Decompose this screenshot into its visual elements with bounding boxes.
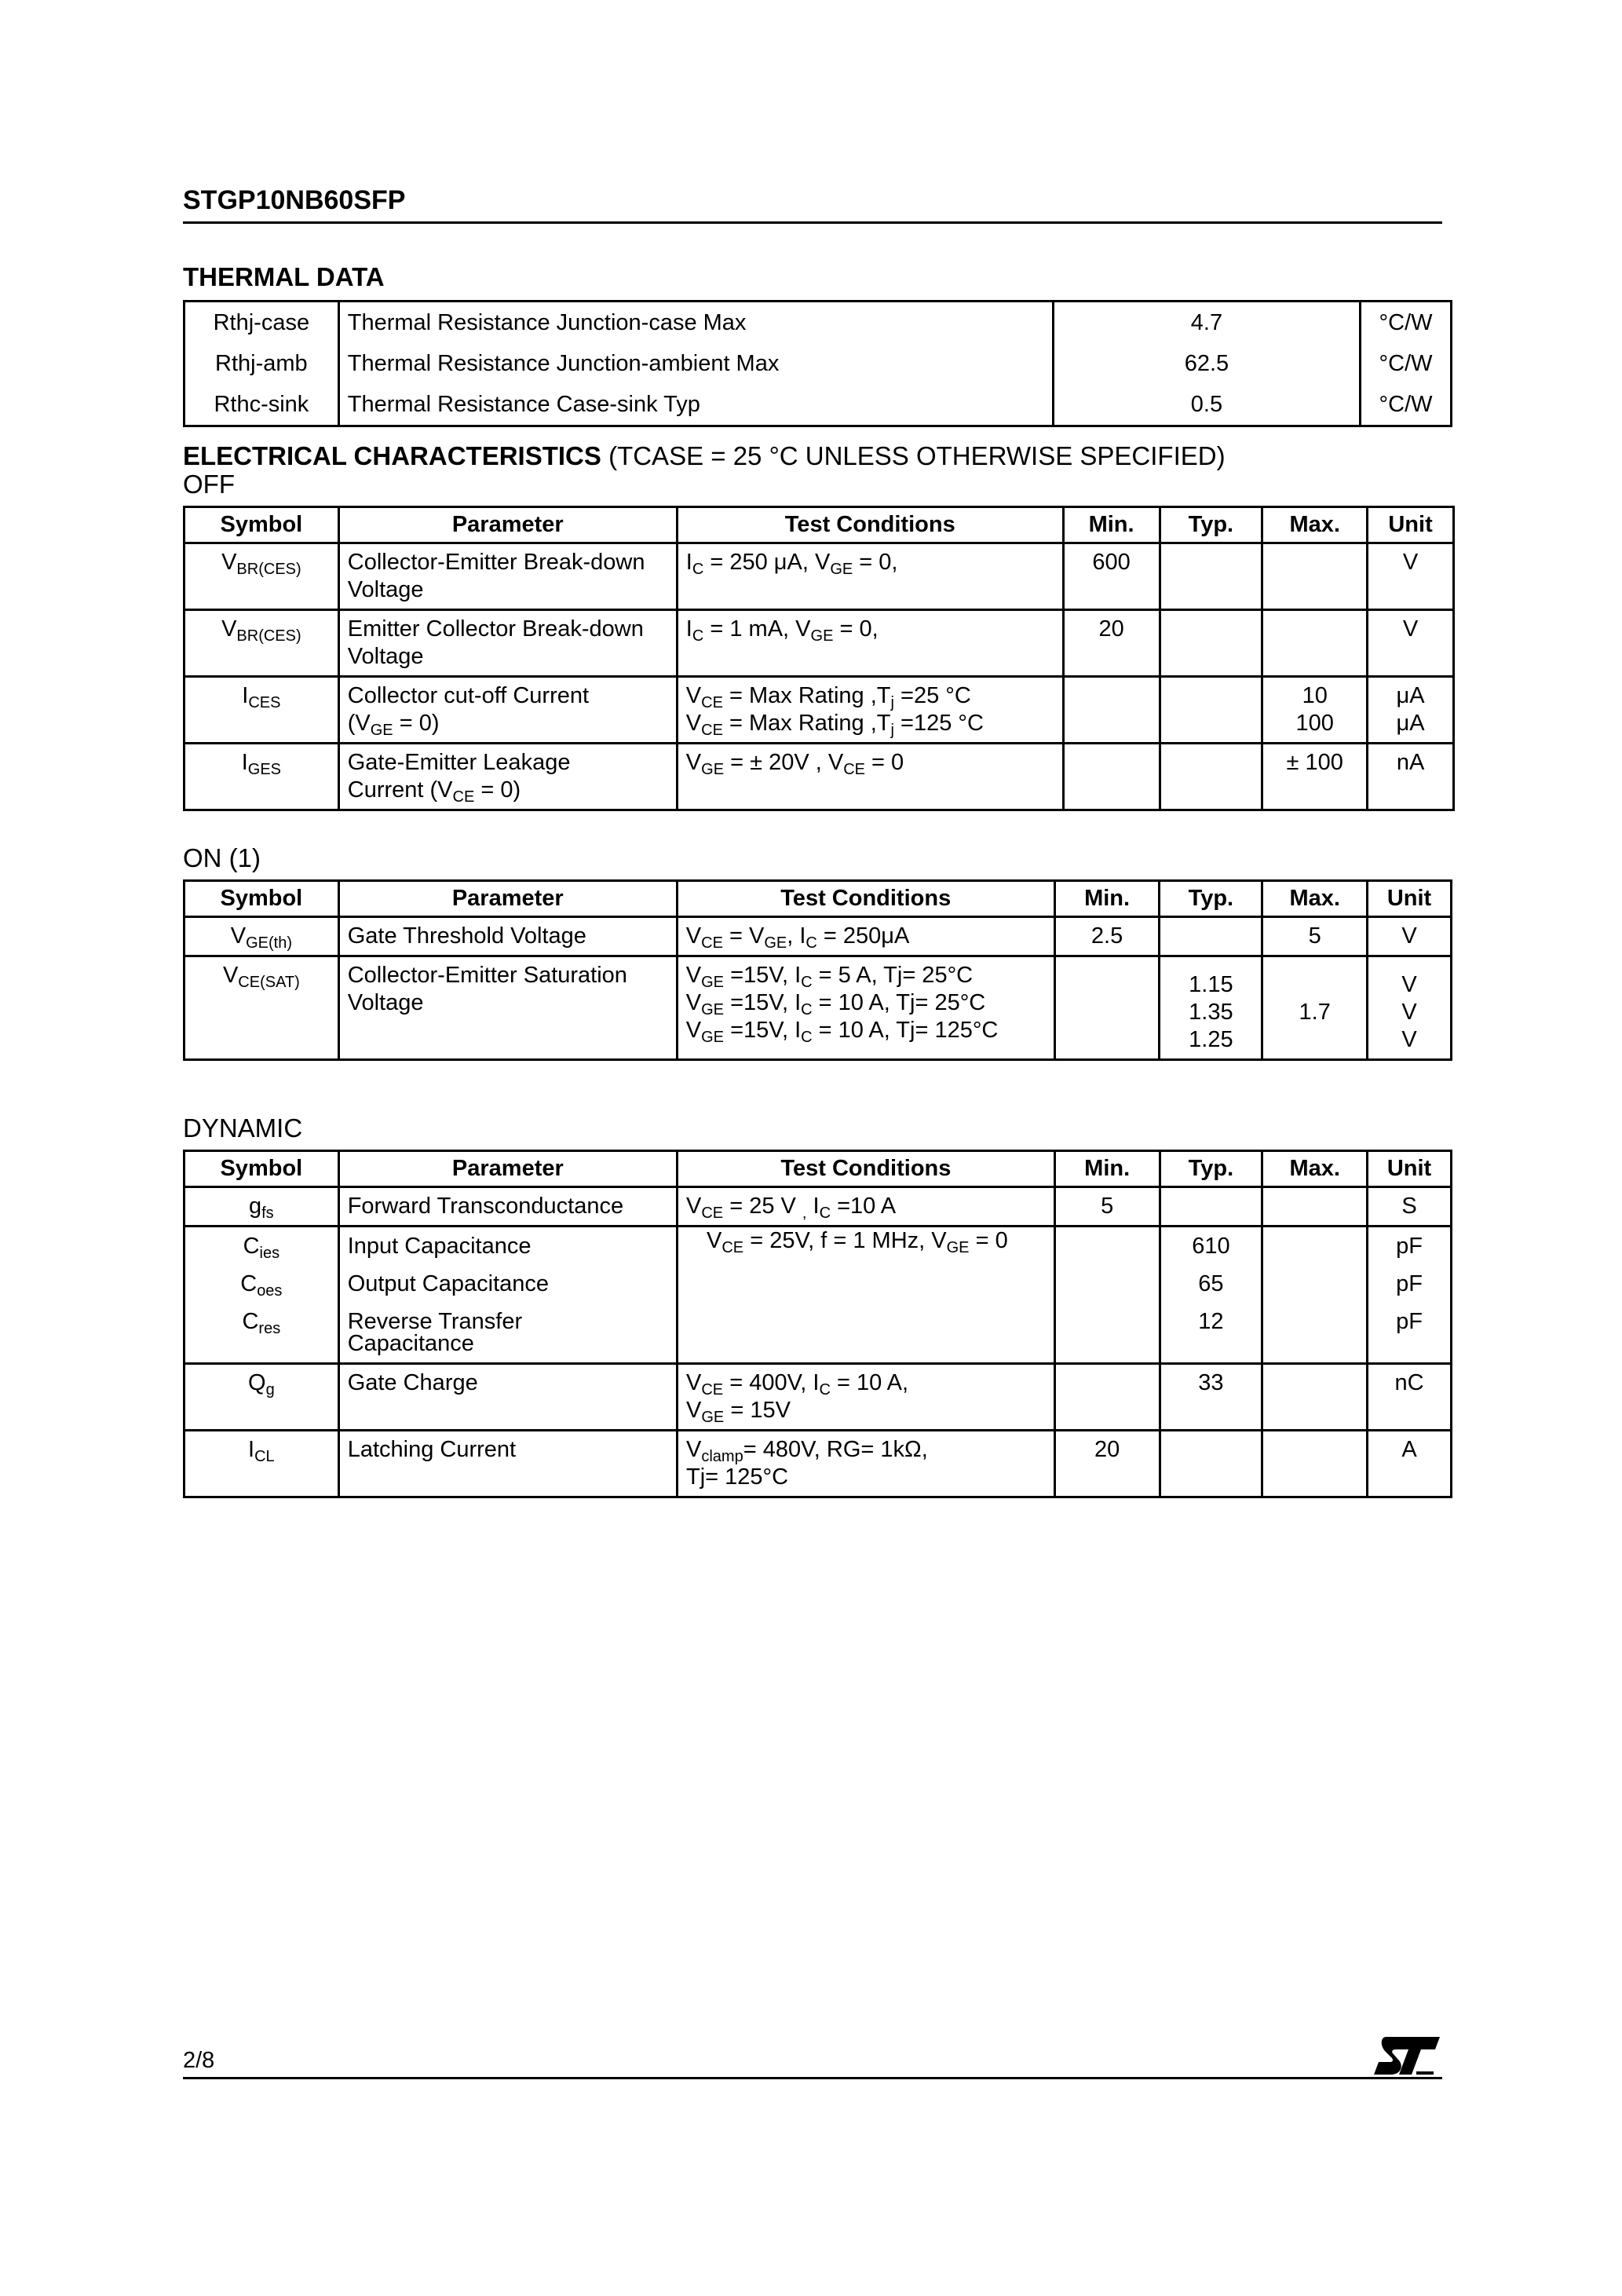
header-test: Test Conditions (677, 881, 1054, 917)
typ-value (1169, 749, 1254, 777)
typ-cell (1160, 1431, 1262, 1497)
typ-value (1169, 549, 1254, 576)
unit-cell (1368, 1364, 1452, 1431)
min-value: 20 (1098, 616, 1124, 642)
min-cell (1063, 744, 1160, 810)
test-condition-line: $V_{CE}$ = Max Rating $,T_j =25$ °C (685, 683, 971, 711)
unit-cell (1368, 543, 1454, 610)
header-min: Min. (1063, 507, 1160, 543)
header-parameter: Parameter (338, 881, 677, 917)
parameter-line: Current $(V_{CE} = 0)$ (347, 777, 521, 806)
typ-value (1169, 682, 1254, 710)
test-condition-line: $V_{CE} = V_{GE}$, $I_C = 250\mu A$ (685, 923, 910, 952)
test-condition-line: $V_{CE} = 25V$, f = 1 MHz, $V_{GE} = 0$ (707, 1228, 1008, 1256)
typ-value: 1.35 (1189, 1000, 1233, 1025)
unit-cell (1368, 610, 1454, 677)
thermal-unit: °C/W (1361, 343, 1452, 384)
test-condition-line: $I_C = 1$ mA, $V_{GE} = 0$, (685, 616, 879, 645)
thermal-row (184, 343, 1452, 384)
typ-value: 1.25 (1189, 1027, 1233, 1052)
max-value (1271, 1026, 1358, 1054)
parameter-line: Reverse Transfer (347, 1309, 523, 1334)
on-title: ON (1) (183, 843, 261, 872)
max-value (1271, 1436, 1358, 1464)
typ-value (1169, 616, 1254, 643)
table-row (184, 744, 1454, 810)
test-condition-line: $V_{GE}$ = ± 20V , $V_{CE} = 0$ (685, 750, 904, 778)
header-min: Min. (1054, 1151, 1160, 1187)
parameter-line: Collector cut-off Current (347, 683, 590, 708)
typ-value: 12 (1198, 1309, 1224, 1334)
symbol-cell (184, 1187, 339, 1227)
symbol-text: $I_{CL}$ (248, 1437, 275, 1465)
test-conditions-cell (677, 543, 1063, 610)
off-title: OFF (183, 470, 235, 499)
typ-value: 610 (1192, 1234, 1230, 1259)
min-value: 2.5 (1090, 923, 1123, 949)
symbol-text: $I_{GES}$ (241, 750, 282, 778)
max-cell (1262, 744, 1368, 810)
symbol-text: $V_{BR(CES)}$ (221, 550, 301, 578)
thermal-value: 62.5 (1053, 343, 1360, 384)
typ-cell (1160, 1227, 1262, 1364)
min-value (1072, 682, 1151, 710)
unit-value: pF (1396, 1234, 1423, 1259)
thermal-symbol: Rthc-sink (184, 384, 339, 426)
thermal-row (184, 384, 1452, 426)
typ-value: 1.15 (1189, 972, 1233, 997)
typ-value: 65 (1198, 1271, 1224, 1296)
symbol-text: $I_{CES}$ (242, 683, 281, 711)
test-condition-line: $V_{GE} = 15V$ (686, 1398, 791, 1426)
unit-cell (1368, 677, 1454, 744)
max-cell (1262, 1187, 1368, 1227)
unit-value: V (1401, 1027, 1417, 1052)
unit-value: pF (1396, 1309, 1423, 1334)
max-cell (1262, 1364, 1368, 1431)
parameter-cell (338, 677, 677, 744)
max-value (1271, 1227, 1358, 1255)
min-value: 5 (1101, 1194, 1114, 1219)
typ-cell (1160, 543, 1262, 610)
test-condition-line: $V_{clamp}= 480V$, RG= 1kΩ, (686, 1437, 928, 1465)
header-typ: Typ. (1160, 1151, 1262, 1187)
thermal-title: THERMAL DATA (183, 262, 385, 291)
test-conditions-cell (677, 917, 1054, 956)
min-value: 600 (1092, 550, 1131, 575)
header-unit: Unit (1368, 507, 1454, 543)
parameter-line: Input Capacitance (347, 1234, 532, 1259)
electrical-title (183, 441, 1226, 471)
typ-value (1169, 1193, 1254, 1220)
thermal-table (183, 300, 1452, 427)
thermal-parameter: Thermal Resistance Junction-ambient Max (338, 343, 1053, 384)
header-symbol: Symbol (184, 507, 339, 543)
thermal-unit: °C/W (1361, 384, 1452, 426)
unit-value: S (1401, 1194, 1417, 1219)
header-unit: Unit (1368, 881, 1452, 917)
on-table (183, 879, 1452, 1061)
header-min: Min. (1054, 881, 1160, 917)
max-value: 5 (1308, 923, 1321, 949)
unit-value: V (1402, 550, 1419, 575)
unit-value: nC (1394, 1370, 1424, 1395)
unit-cell (1368, 917, 1452, 956)
max-cell (1262, 543, 1368, 610)
thermal-symbol: Rthj-case (184, 302, 339, 344)
max-value: 100 (1295, 711, 1334, 736)
st-logo (1372, 2032, 1445, 2079)
parameter-cell: Emitter Collector Break-down Voltage (338, 610, 677, 677)
table-row (184, 1431, 1452, 1497)
symbol-cell (184, 610, 339, 677)
max-value (1271, 971, 1358, 999)
symbol-cell (184, 1431, 339, 1497)
parameter-line: Capacitance (347, 1331, 474, 1356)
unit-value: μA (1396, 683, 1425, 708)
test-condition-line: $V_{GE} =15V$, $I_C = 10$ A, Tj= 125°C (685, 1018, 999, 1046)
header-test: Test Conditions (677, 507, 1063, 543)
symbol-text: $V_{CE(SAT)}$ (222, 963, 300, 991)
max-cell (1262, 1431, 1368, 1497)
typ-cell (1160, 1187, 1262, 1227)
header-parameter: Parameter (338, 1151, 677, 1187)
test-condition-line: $V_{GE} =15V$, $I_C = 5$ A, Tj= 25°C (685, 963, 974, 991)
min-cell (1054, 1431, 1160, 1497)
footer-rule (183, 2077, 1442, 2079)
symbol-cell (184, 1227, 339, 1364)
off-table (183, 506, 1455, 811)
symbol-text: $V_{GE(th)}$ (230, 923, 292, 952)
header-typ: Typ. (1160, 881, 1262, 917)
electrical-condition: (TCASE = 25 °C UNLESS OTHERWISE SPECIFIED) (608, 441, 1226, 470)
typ-value (1168, 923, 1253, 950)
table-row (184, 917, 1452, 956)
max-cell (1262, 956, 1368, 1060)
test-condition-line: Tj= 125°C (686, 1464, 789, 1490)
electrical-heading: ELECTRICAL CHARACTERISTICS (183, 441, 601, 470)
unit-value: V (1401, 1000, 1417, 1025)
typ-cell (1160, 677, 1262, 744)
max-cell (1262, 610, 1368, 677)
table-row (184, 610, 1454, 677)
symbol-cell (184, 917, 339, 956)
unit-value: V (1402, 616, 1419, 642)
page-number: 2/8 (183, 2048, 215, 2073)
max-value: 10 (1302, 683, 1328, 708)
header-max: Max. (1262, 1151, 1368, 1187)
max-cell (1262, 677, 1368, 744)
header-typ: Typ. (1160, 507, 1262, 543)
typ-value (1169, 1436, 1254, 1464)
table-row (184, 956, 1452, 1060)
parameter-cell: Collector-Emitter Saturation Voltage (338, 956, 677, 1060)
symbol-text: $C_{res}$ (242, 1309, 281, 1337)
typ-cell (1160, 610, 1262, 677)
unit-value: V (1401, 972, 1417, 997)
test-condition-line: $I_C = 250$ μA, $V_{GE} = 0$, (685, 550, 898, 578)
parameter-cell: Latching Current (338, 1431, 677, 1497)
table-header-row (184, 507, 1454, 543)
min-value: 20 (1094, 1437, 1120, 1462)
dynamic-table (183, 1150, 1452, 1498)
thermal-unit: °C/W (1361, 302, 1452, 344)
max-value (1271, 1369, 1358, 1397)
dynamic-title: DYNAMIC (183, 1113, 303, 1143)
min-value (1064, 1369, 1151, 1397)
header-symbol: Symbol (184, 1151, 339, 1187)
table-row (184, 1227, 1452, 1364)
table-row (184, 677, 1454, 744)
min-cell (1054, 956, 1160, 1060)
test-conditions-cell (678, 1187, 1055, 1227)
min-cell (1063, 610, 1160, 677)
thermal-value: 0.5 (1053, 384, 1360, 426)
symbol-cell (184, 677, 339, 744)
typ-value: 33 (1198, 1370, 1224, 1395)
test-condition-line: $V_{GE} =15V$, $I_C = 10$ A, Tj= 25°C (685, 990, 986, 1018)
parameter-line: Gate-Emitter Leakage (347, 750, 571, 775)
symbol-text: $Q_g$ (248, 1370, 275, 1398)
test-condition-line: $V_{CE}$ = Max Rating $,T_j =125$ °C (685, 711, 984, 739)
table-header-row (184, 881, 1452, 917)
unit-cell (1368, 1187, 1452, 1227)
unit-value: μA (1396, 711, 1425, 736)
min-cell (1054, 1364, 1160, 1431)
min-cell (1054, 917, 1160, 956)
typ-cell (1160, 956, 1262, 1060)
max-value (1271, 549, 1358, 576)
test-conditions-cell (677, 744, 1063, 810)
symbol-cell (184, 1364, 339, 1431)
unit-cell (1368, 744, 1454, 810)
min-value (1064, 971, 1151, 999)
header-unit: Unit (1368, 1151, 1452, 1187)
thermal-row (184, 302, 1452, 344)
test-conditions-cell (677, 956, 1054, 1060)
unit-value: A (1401, 1437, 1417, 1462)
typ-cell (1160, 1364, 1262, 1431)
unit-value: nA (1396, 750, 1425, 775)
header-symbol: Symbol (184, 881, 339, 917)
symbol-text: $g_{fs}$ (248, 1194, 274, 1222)
parameter-line: $(V_{GE} = 0)$ (347, 711, 440, 739)
header-rule (183, 221, 1442, 224)
parameter-cell (338, 744, 677, 810)
symbol-text: $V_{BR(CES)}$ (221, 616, 301, 645)
unit-cell (1368, 1431, 1452, 1497)
thermal-parameter: Thermal Resistance Case-sink Typ (338, 384, 1053, 426)
part-number: STGP10NB60SFP (183, 185, 406, 215)
thermal-parameter: Thermal Resistance Junction-case Max (338, 302, 1053, 344)
test-conditions-cell (678, 1431, 1055, 1497)
test-conditions-cell (678, 1227, 1055, 1364)
min-value (1064, 1227, 1151, 1255)
typ-cell (1160, 917, 1262, 956)
min-cell (1063, 677, 1160, 744)
symbol-cell (184, 956, 339, 1060)
table-row (184, 1187, 1452, 1227)
thermal-symbol: Rthj-amb (184, 343, 339, 384)
test-conditions-cell (678, 1364, 1055, 1431)
typ-cell (1160, 744, 1262, 810)
min-value (1072, 749, 1151, 777)
test-condition-line: $V_{CE} = 25$ V $_,$ $I_C =10$ A (686, 1194, 897, 1222)
parameter-cell: Gate Threshold Voltage (338, 917, 677, 956)
max-value (1271, 1193, 1358, 1220)
symbol-text: $C_{ies}$ (243, 1234, 280, 1262)
header-max: Max. (1262, 881, 1368, 917)
test-condition-line: $V_{CE} = 400V$, $I_C = 10$ A, (686, 1370, 909, 1398)
parameter-cell: Gate Charge (338, 1364, 677, 1431)
min-cell (1054, 1187, 1160, 1227)
symbol-cell (184, 744, 339, 810)
unit-cell (1368, 956, 1452, 1060)
max-value: ± 100 (1286, 750, 1343, 775)
test-conditions-cell (677, 610, 1063, 677)
header-max: Max. (1262, 507, 1368, 543)
parameter-line: Output Capacitance (347, 1271, 550, 1296)
header-parameter: Parameter (338, 507, 677, 543)
parameter-cell: Collector-Emitter Break-down Voltage (338, 543, 677, 610)
unit-value: V (1401, 923, 1417, 949)
max-cell (1262, 917, 1368, 956)
max-cell (1262, 1227, 1368, 1364)
parameter-cell: Forward Transconductance (338, 1187, 677, 1227)
thermal-value: 4.7 (1053, 302, 1360, 344)
min-cell (1054, 1227, 1160, 1364)
symbol-text: $C_{oes}$ (240, 1271, 283, 1300)
test-conditions-cell (677, 677, 1063, 744)
min-cell (1063, 543, 1160, 610)
max-value (1271, 616, 1358, 643)
table-header-row (184, 1151, 1452, 1187)
table-row (184, 1364, 1452, 1431)
table-row (184, 543, 1454, 610)
header-test: Test Conditions (678, 1151, 1055, 1187)
parameter-cell (338, 1227, 677, 1364)
unit-cell (1368, 1227, 1452, 1364)
symbol-cell (184, 543, 339, 610)
unit-value: pF (1396, 1271, 1423, 1296)
max-value: 1.7 (1299, 1000, 1331, 1025)
